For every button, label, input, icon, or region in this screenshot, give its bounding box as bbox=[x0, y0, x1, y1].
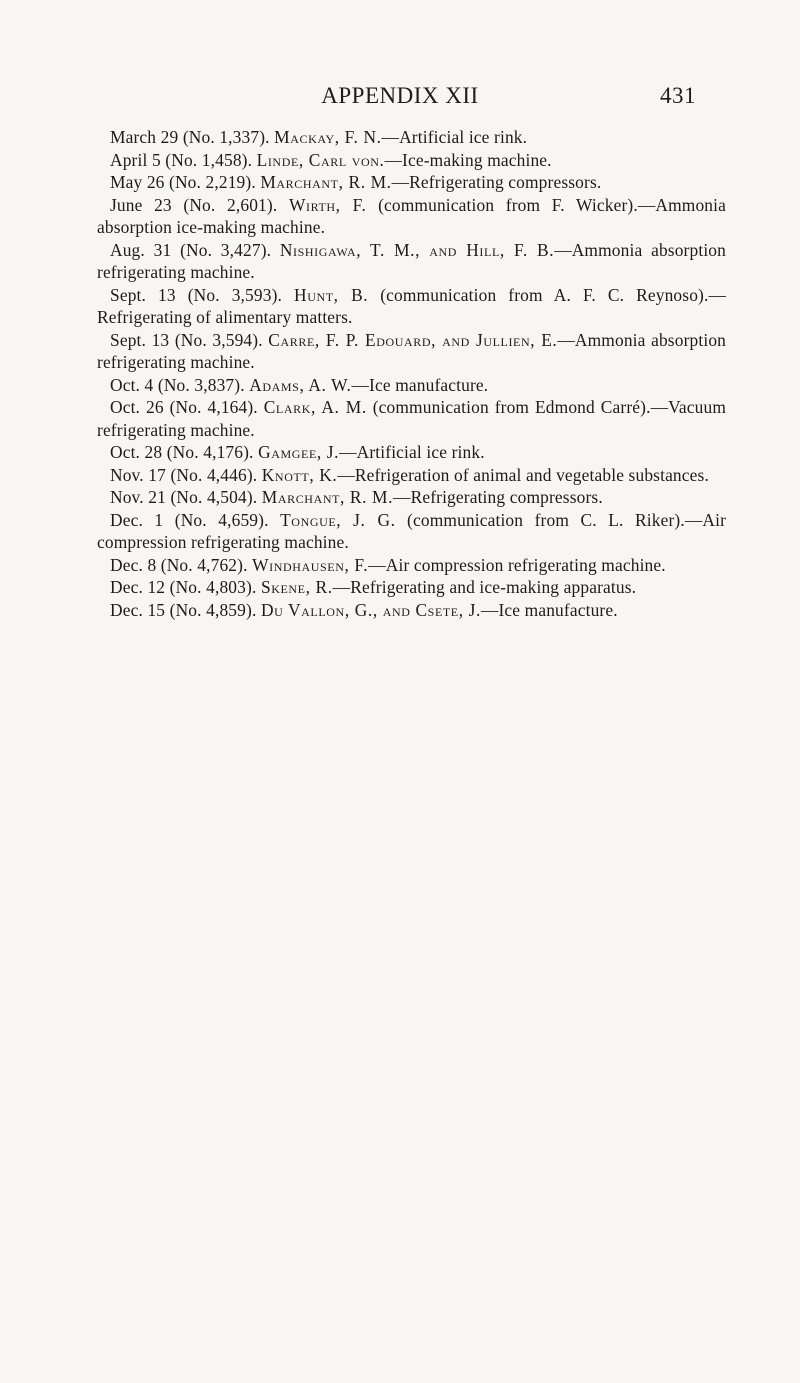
patent-description: —Ice manufacture. bbox=[480, 599, 618, 620]
patent-entry bbox=[97, 509, 726, 554]
patent-entry bbox=[97, 239, 726, 284]
patentee-name: Gamgee, J. bbox=[258, 442, 340, 462]
patent-description: (communication from F. Wicker).—Ammonia absorption ice-making machine. bbox=[97, 194, 726, 237]
patent-entry bbox=[97, 464, 726, 487]
patentee-name: Skene, R. bbox=[260, 577, 333, 597]
patent-date: Oct. 28 (No. 4,176). bbox=[110, 442, 254, 462]
patent-description: —Ammonia absorption refrigerating machine. bbox=[97, 329, 727, 372]
patent-entry bbox=[97, 284, 726, 329]
patentee-name: Knott, K. bbox=[261, 464, 338, 485]
patent-entry bbox=[97, 441, 726, 464]
patent-entry bbox=[97, 149, 726, 172]
patent-date: March 29 (No. 1,337). bbox=[110, 127, 270, 147]
patent-description: —Artificial ice rink. bbox=[381, 127, 528, 147]
patent-entry bbox=[97, 576, 726, 599]
patent-entry bbox=[97, 126, 726, 149]
patentee-name: Mackay, F. N. bbox=[274, 127, 382, 147]
patent-description: (communication from Edmond Carré).—Vacuum refrigerating machine. bbox=[97, 397, 726, 440]
patentee-name: Windhausen, F. bbox=[252, 554, 369, 575]
patent-description: (communication from C. L. Riker).—Air compression refrigerating machine. bbox=[97, 509, 727, 552]
patent-date: Sept. 13 (No. 3,593). bbox=[110, 284, 283, 305]
patent-entry bbox=[97, 374, 726, 397]
patent-description: —Refrigeration of animal and vegetable substances. bbox=[337, 464, 709, 485]
patent-entry bbox=[97, 554, 726, 577]
patentee-name: Hunt, B. bbox=[294, 284, 369, 305]
patent-description: —Artificial ice rink. bbox=[339, 442, 485, 462]
patentee-name: Clark, A. M. bbox=[263, 397, 367, 417]
patentee-name: Marchant, R. M. bbox=[261, 487, 394, 507]
patent-date: Nov. 21 (No. 4,504). bbox=[110, 487, 258, 507]
patent-entry bbox=[97, 599, 726, 622]
patent-description: —Ice-making machine. bbox=[384, 149, 552, 170]
patentee-name: Nishigawa, T. M., and Hill, F. B. bbox=[279, 239, 555, 260]
patentee-name: Du Vallon, G., and Csete, J. bbox=[260, 599, 481, 620]
patentee-name: Wirth, F. bbox=[288, 194, 367, 215]
patentee-name: Linde, Carl von. bbox=[256, 149, 385, 170]
page-title: APPENDIX XII bbox=[321, 83, 479, 108]
patent-description: —Ice manufacture. bbox=[351, 374, 489, 395]
patent-date: Dec. 1 (No. 4,659). bbox=[110, 509, 269, 530]
patent-entry bbox=[97, 171, 726, 194]
patent-entry bbox=[97, 486, 726, 509]
patent-date: Aug. 31 (No. 3,427). bbox=[110, 239, 272, 260]
patent-date: Nov. 17 (No. 4,446). bbox=[110, 464, 258, 485]
patent-description: —Refrigerating and ice-making apparatus. bbox=[332, 577, 637, 597]
page-number: 431 bbox=[660, 83, 696, 108]
patent-description: (communication from A. F. C. Reynoso).—Refrigerating of alimentary matters. bbox=[97, 284, 727, 327]
patentee-name: Marchant, R. M. bbox=[260, 172, 392, 192]
patent-date: Dec. 8 (No. 4,762). bbox=[110, 554, 248, 575]
patent-date: May 26 (No. 2,219). bbox=[110, 172, 256, 192]
patent-list bbox=[97, 126, 726, 621]
patent-entry bbox=[97, 194, 726, 239]
patent-description: —Air compression refrigerating machine. bbox=[368, 554, 666, 575]
patent-description: —Refrigerating compressors. bbox=[391, 172, 602, 192]
patent-date: Oct. 26 (No. 4,164). bbox=[110, 397, 258, 417]
patent-description: —Refrigerating compressors. bbox=[393, 487, 603, 507]
patent-date: Oct. 4 (No. 3,837). bbox=[110, 374, 245, 395]
patent-date: Sept. 13 (No. 3,594). bbox=[110, 329, 263, 350]
patent-date: Dec. 12 (No. 4,803). bbox=[110, 577, 257, 597]
patent-date: Dec. 15 (No. 4,859). bbox=[110, 599, 257, 620]
patentee-name: Adams, A. W. bbox=[249, 374, 352, 395]
patent-entry bbox=[97, 329, 726, 374]
running-head bbox=[0, 83, 800, 113]
patent-date: June 23 (No. 2,601). bbox=[110, 194, 278, 215]
patent-description: —Ammonia absorption refrigerating machine. bbox=[97, 239, 726, 282]
patentee-name: Carre, F. P. Edouard, and Jullien, E. bbox=[268, 329, 558, 350]
patentee-name: Tongue, J. G. bbox=[280, 509, 396, 530]
patent-entry bbox=[97, 396, 726, 441]
patent-date: April 5 (No. 1,458). bbox=[110, 149, 253, 170]
